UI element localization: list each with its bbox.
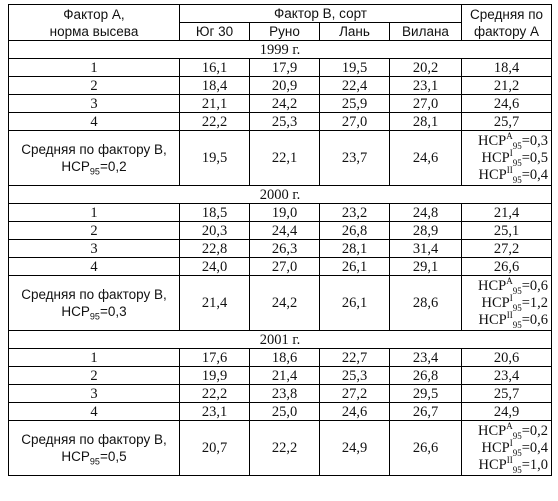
- factor-b-average-value: 21,4: [180, 276, 250, 331]
- table-row: [9, 113, 552, 131]
- nsr-line: $НСР^A_{95}=0,2$: [477, 420, 549, 441]
- table-row: [9, 95, 552, 113]
- table-row: [9, 258, 552, 276]
- factor-a-value: 4: [9, 113, 180, 131]
- nsr-line: $НСР^{II}_{95}=0,4$: [478, 164, 549, 185]
- factor-b-average-label: Средняя по фактору В, $НСР_{95}=0,3$: [9, 276, 180, 331]
- yield-cell: 20,3: [180, 222, 250, 240]
- nsr-values: [462, 276, 552, 331]
- yield-cell: 27,2: [320, 385, 390, 403]
- yield-cell: 28,9: [390, 222, 462, 240]
- nsr-b: $НСР_{95}=0,3$: [61, 304, 127, 322]
- factor-a-mean: 25,7: [462, 113, 552, 131]
- nsr-line: $НСР^A_{95}=0,3$: [477, 130, 549, 151]
- factor-a-mean: 20,6: [462, 349, 552, 367]
- factor-a-value: 1: [9, 204, 180, 222]
- yield-cell: 25,3: [250, 113, 320, 131]
- yield-cell: 25,3: [320, 367, 390, 385]
- factor-a-mean: 18,4: [462, 59, 552, 77]
- table-row: [9, 349, 552, 367]
- factor-a-value: 4: [9, 403, 180, 421]
- factor-a-mean: 24,6: [462, 95, 552, 113]
- factor-b-header: Фактор В, сорт: [180, 5, 462, 23]
- factor-a-value: 3: [9, 385, 180, 403]
- yield-cell: 19,5: [320, 59, 390, 77]
- nsr-line: $НСР^I_{95}=0,4$: [481, 437, 549, 458]
- yield-cell: 20,2: [390, 59, 462, 77]
- factor-b-average-value: 24,9: [320, 421, 390, 476]
- yield-cell: 22,4: [320, 77, 390, 95]
- avg-a-header: Средняя по фактору А: [462, 5, 552, 41]
- factor-a-mean: 26,6: [462, 258, 552, 276]
- yield-cell: 26,7: [390, 403, 462, 421]
- yield-cell: 24,6: [320, 403, 390, 421]
- yield-cell: 17,9: [250, 59, 320, 77]
- variety-header: Вилана: [390, 23, 462, 41]
- factor-a-value: 2: [9, 367, 180, 385]
- factor-a-value: 4: [9, 258, 180, 276]
- factor-b-average-row: [9, 131, 552, 186]
- yield-cell: 23,4: [390, 349, 462, 367]
- yield-cell: 28,1: [390, 113, 462, 131]
- year-label: 2000 г.: [9, 186, 552, 204]
- factor-a-mean: 21,4: [462, 204, 552, 222]
- factor-b-average-value: 24,2: [250, 276, 320, 331]
- year-row: [9, 331, 552, 349]
- yield-cell: 21,1: [180, 95, 250, 113]
- factor-a-value: 1: [9, 349, 180, 367]
- factor-a-mean: 27,2: [462, 240, 552, 258]
- factor-a-mean: 25,7: [462, 385, 552, 403]
- nsr-line: $НСР^I_{95}=1,2$: [481, 292, 549, 313]
- yield-cell: 26,3: [250, 240, 320, 258]
- nsr-values: [462, 421, 552, 476]
- factor-a-mean: 23,4: [462, 367, 552, 385]
- factor-b-average-value: 26,1: [320, 276, 390, 331]
- factor-b-average-value: 23,7: [320, 131, 390, 186]
- yield-cell: 25,9: [320, 95, 390, 113]
- yield-cell: 22,8: [180, 240, 250, 258]
- yield-cell: 25,0: [250, 403, 320, 421]
- yield-cell: 27,0: [390, 95, 462, 113]
- factor-b-average-row: [9, 276, 552, 331]
- year-row: [9, 41, 552, 59]
- factor-a-mean: 24,9: [462, 403, 552, 421]
- yield-cell: 23,1: [180, 403, 250, 421]
- factor-b-average-value: 22,1: [250, 131, 320, 186]
- yield-cell: 22,2: [180, 113, 250, 131]
- yield-cell: 17,6: [180, 349, 250, 367]
- factor-b-average-label: Средняя по фактору В, $НСР_{95}=0,5$: [9, 421, 180, 476]
- factor-b-average-value: 24,6: [390, 131, 462, 186]
- factor-b-average-value: 22,2: [250, 421, 320, 476]
- yield-cell: 26,8: [390, 367, 462, 385]
- yield-cell: 18,5: [180, 204, 250, 222]
- nsr-line: $НСР^{II}_{95}=1,0$: [478, 454, 549, 475]
- nsr-line: $НСР^A_{95}=0,6$: [477, 275, 549, 296]
- factor-a-mean: 21,2: [462, 77, 552, 95]
- table-row: [9, 403, 552, 421]
- year-label: 2001 г.: [9, 331, 552, 349]
- factor-a-header: Фактор А, норма высева: [9, 5, 180, 41]
- nsr-b: $НСР_{95}=0,2$: [61, 159, 127, 177]
- table-row: [9, 59, 552, 77]
- factor-a-value: 2: [9, 222, 180, 240]
- nsr-line: $НСР^I_{95}=0,5$: [481, 147, 549, 168]
- yield-cell: 22,2: [180, 385, 250, 403]
- header-row-1: [9, 5, 552, 23]
- yield-table: [8, 4, 552, 476]
- yield-cell: 23,8: [250, 385, 320, 403]
- factor-b-average-value: 26,6: [390, 421, 462, 476]
- nsr-line: $НСР^{II}_{95}=0,6$: [478, 309, 549, 330]
- factor-a-mean: 25,1: [462, 222, 552, 240]
- variety-header: Лань: [320, 23, 390, 41]
- variety-header: Руно: [250, 23, 320, 41]
- yield-cell: 27,0: [320, 113, 390, 131]
- yield-cell: 22,7: [320, 349, 390, 367]
- sections: [9, 41, 552, 476]
- nsr-values: [462, 131, 552, 186]
- table-row: [9, 222, 552, 240]
- factor-b-average-value: 19,5: [180, 131, 250, 186]
- table-row: [9, 204, 552, 222]
- yield-cell: 28,1: [320, 240, 390, 258]
- factor-b-average-value: 28,6: [390, 276, 462, 331]
- table-row: [9, 385, 552, 403]
- yield-cell: 19,9: [180, 367, 250, 385]
- yield-cell: 21,4: [250, 367, 320, 385]
- yield-cell: 24,8: [390, 204, 462, 222]
- yield-cell: 18,4: [180, 77, 250, 95]
- yield-cell: 26,1: [320, 258, 390, 276]
- factor-a-value: 2: [9, 77, 180, 95]
- factor-b-average-row: [9, 421, 552, 476]
- nsr-b: $НСР_{95}=0,5$: [61, 449, 127, 467]
- yield-cell: 24,4: [250, 222, 320, 240]
- table-row: [9, 77, 552, 95]
- yield-cell: 24,2: [250, 95, 320, 113]
- year-label: 1999 г.: [9, 41, 552, 59]
- yield-cell: 20,9: [250, 77, 320, 95]
- table-row: [9, 367, 552, 385]
- factor-a-value: 3: [9, 95, 180, 113]
- factor-b-average-label: Средняя по фактору В, $НСР_{95}=0,2$: [9, 131, 180, 186]
- yield-cell: 31,4: [390, 240, 462, 258]
- yield-cell: 18,6: [250, 349, 320, 367]
- year-row: [9, 186, 552, 204]
- yield-cell: 16,1: [180, 59, 250, 77]
- yield-cell: 27,0: [250, 258, 320, 276]
- yield-cell: 29,5: [390, 385, 462, 403]
- factor-a-value: 1: [9, 59, 180, 77]
- yield-cell: 29,1: [390, 258, 462, 276]
- variety-header: Юг 30: [180, 23, 250, 41]
- yield-cell: 24,0: [180, 258, 250, 276]
- yield-cell: 26,8: [320, 222, 390, 240]
- yield-cell: 23,2: [320, 204, 390, 222]
- yield-cell: 19,0: [250, 204, 320, 222]
- factor-b-average-value: 20,7: [180, 421, 250, 476]
- factor-a-value: 3: [9, 240, 180, 258]
- yield-cell: 23,1: [390, 77, 462, 95]
- table-row: [9, 240, 552, 258]
